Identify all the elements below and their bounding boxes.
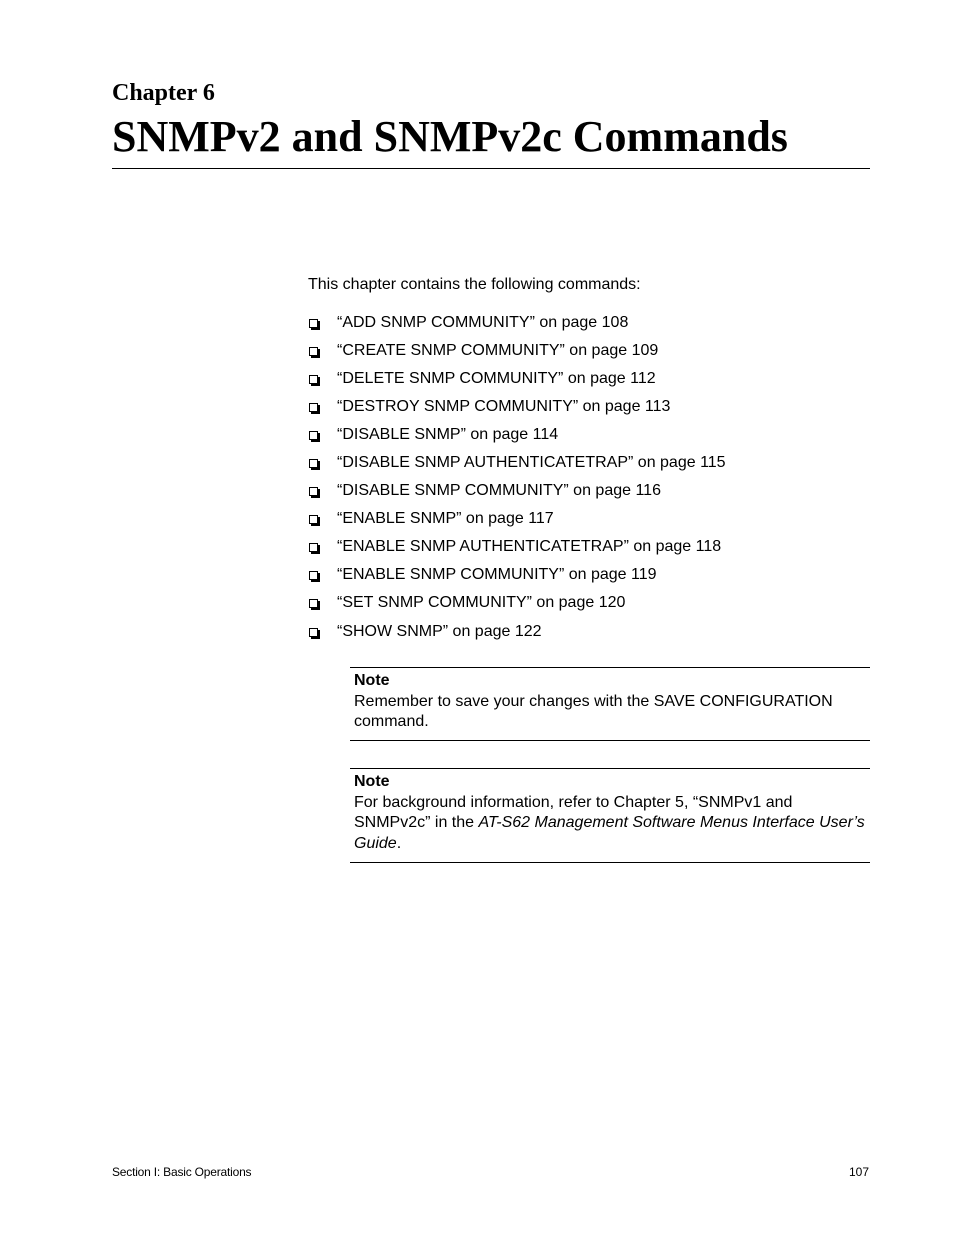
command-list-item[interactable]	[308, 537, 726, 565]
command-list-item[interactable]	[308, 593, 726, 621]
footer-page-number: 107	[848, 1165, 869, 1179]
title-rule	[112, 168, 870, 169]
note-heading: Note	[354, 672, 390, 689]
command-list-item[interactable]	[308, 453, 726, 481]
checkbox-bullet-icon	[309, 599, 318, 608]
note-body-suffix: .	[396, 834, 402, 852]
note-heading: Note	[354, 773, 390, 790]
command-link[interactable]: “ENABLE SNMP” on page 117	[337, 510, 554, 527]
command-list-item[interactable]	[308, 565, 726, 593]
command-list-item[interactable]	[308, 509, 726, 537]
checkbox-bullet-icon	[309, 515, 318, 524]
checkbox-bullet-icon	[309, 403, 318, 412]
checkbox-bullet-icon	[309, 375, 318, 384]
note-body: Remember to save your changes with the SAVE CONFIGURATION command.	[354, 692, 833, 730]
footer-section-name: Section I: Basic Operations	[112, 1165, 252, 1179]
note-body	[354, 793, 866, 855]
chapter-title: SNMPv2 and SNMPv2c Commands	[112, 112, 788, 161]
checkbox-bullet-icon	[309, 543, 318, 552]
command-link[interactable]: “CREATE SNMP COMMUNITY” on page 109	[337, 342, 659, 359]
command-link[interactable]: “DELETE SNMP COMMUNITY” on page 112	[337, 370, 656, 387]
command-link[interactable]: “DISABLE SNMP COMMUNITY” on page 116	[337, 482, 661, 499]
command-list	[308, 313, 726, 650]
command-list-item[interactable]	[308, 313, 726, 341]
command-link[interactable]: “ADD SNMP COMMUNITY” on page 108	[337, 314, 629, 331]
checkbox-bullet-icon	[309, 571, 318, 580]
checkbox-bullet-icon	[309, 431, 318, 440]
checkbox-bullet-icon	[309, 459, 318, 468]
chapter-label: Chapter 6	[112, 80, 215, 106]
command-list-item[interactable]	[308, 341, 726, 369]
command-list-item[interactable]	[308, 425, 726, 453]
checkbox-bullet-icon	[309, 487, 318, 496]
background-info-note	[350, 768, 870, 863]
command-list-item[interactable]	[308, 397, 726, 425]
command-link[interactable]: “DESTROY SNMP COMMUNITY” on page 113	[337, 398, 671, 415]
guide-title: AT-S62 Management Software Menus Interface User’s Guide	[354, 814, 865, 852]
command-list-item[interactable]	[308, 481, 726, 509]
checkbox-bullet-icon	[309, 347, 318, 356]
command-link[interactable]: “ENABLE SNMP COMMUNITY” on page 119	[337, 566, 657, 583]
command-link[interactable]: “ENABLE SNMP AUTHENTICATETRAP” on page 118	[337, 538, 722, 555]
command-link[interactable]: “DISABLE SNMP” on page 114	[337, 426, 559, 443]
checkbox-bullet-icon	[309, 628, 318, 637]
command-list-item[interactable]	[308, 622, 726, 650]
command-link[interactable]: “SET SNMP COMMUNITY” on page 120	[337, 594, 626, 611]
command-list-item[interactable]	[308, 369, 726, 397]
checkbox-bullet-icon	[309, 319, 318, 328]
note-body-prefix: For background information, refer to Chapter 5, “SNMPv1 and SNMPv2c” in the	[354, 793, 793, 831]
save-config-note	[350, 667, 870, 741]
command-link[interactable]: “DISABLE SNMP AUTHENTICATETRAP” on page 115	[337, 454, 726, 471]
intro-text: This chapter contains the following commands:	[308, 276, 641, 293]
command-link[interactable]: “SHOW SNMP” on page 122	[337, 623, 542, 640]
